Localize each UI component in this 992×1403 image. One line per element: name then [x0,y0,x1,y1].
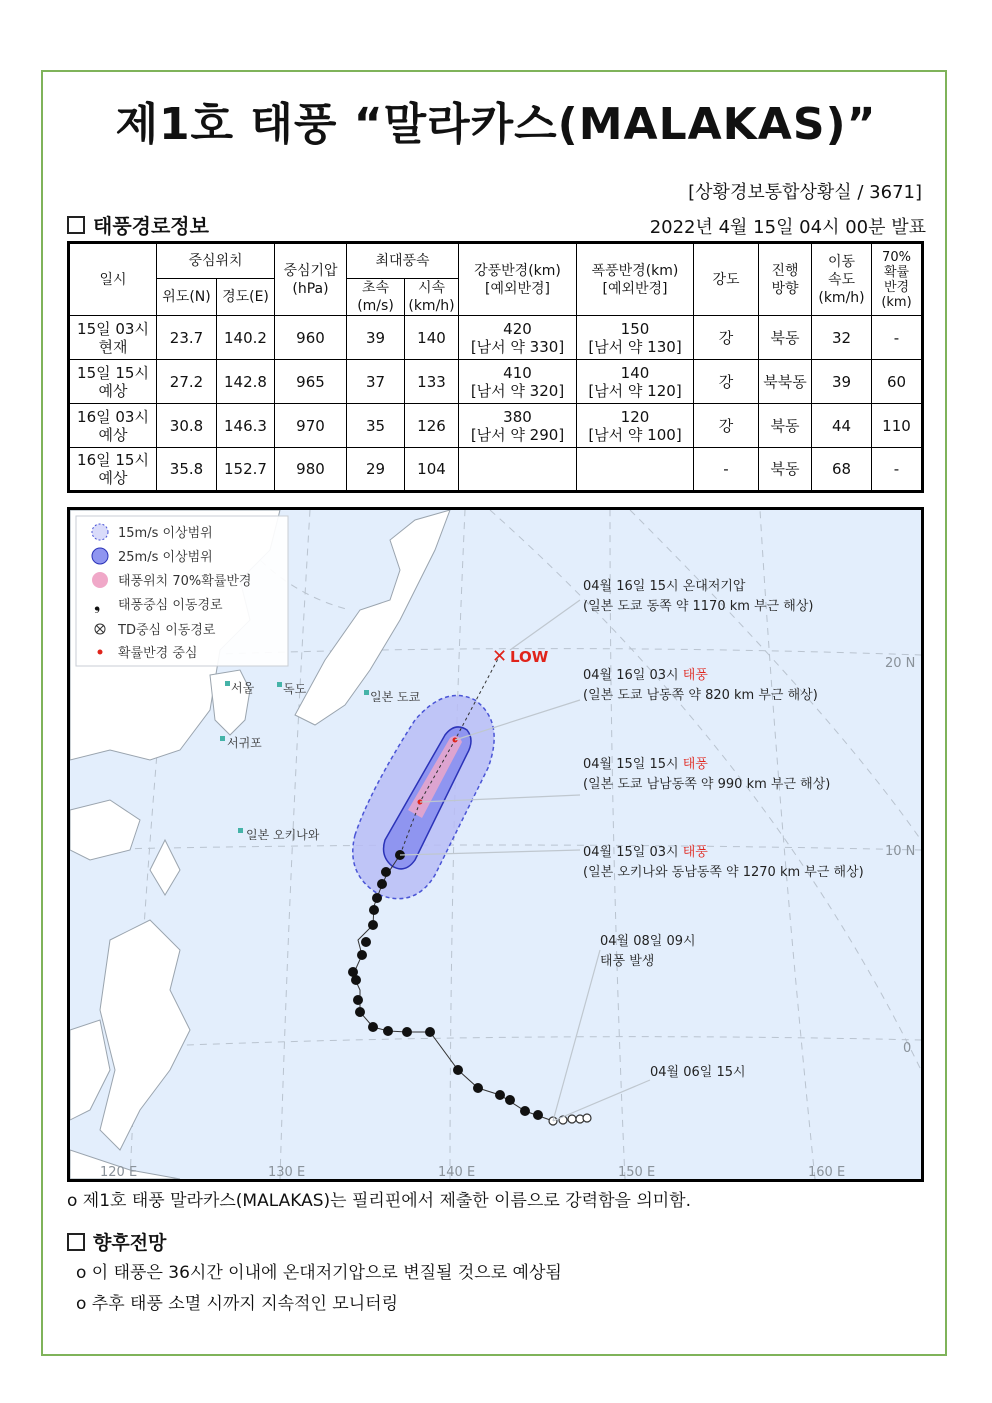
department-label: [상황경보통합상황실 / 3671] [688,182,922,203]
header-time: 일시 [69,243,157,316]
ann6-time: 04월 06일 15시 [650,1065,746,1080]
legend-item: 15m/s 이상범위 [118,526,213,541]
cell-ms: 29 [347,448,405,492]
ann5-time: 04월 08일 09시 [600,934,696,949]
table-row [69,316,923,360]
cell-speed: 39 [812,360,872,404]
cell-ms: 37 [347,360,405,404]
cell-prob: - [872,448,923,492]
typhoon-info-table [67,241,924,493]
legend-item: 태풍위치 70%확률반경 [118,574,252,589]
ann4-line: 04월 15일 03시 태풍 [583,845,708,860]
cell-prob: 110 [872,404,923,448]
cell-direction: 북북동 [759,360,812,404]
lon-label: 150 E [618,1165,656,1179]
table-row [69,360,923,404]
cell-direction: 북동 [759,448,812,492]
place-seoul: 서울 [231,681,255,695]
header-storm-radius: 폭풍반경(km) [예외반경] [577,243,694,316]
place-tokyo: 일본 도쿄 [370,690,421,704]
section-outlook [67,1228,166,1255]
cell-ms: 35 [347,404,405,448]
low-label: LOW [510,648,549,666]
cell-lat: 35.8 [157,448,217,492]
header-prob: 70% 확률 반경 (km) [872,243,923,316]
cell-kmh: 140 [405,316,459,360]
cell-intensity: 강 [694,404,759,448]
legend-item: TD중심 이동경로 [118,623,216,638]
cell-direction: 북동 [759,316,812,360]
header-wind: 최대풍속 [347,243,459,279]
ann1-title: 04월 16일 15시 온대저기압 [583,579,746,594]
cell-time: 15일 03시 현재 [69,316,157,360]
legend-prob-icon [92,572,108,588]
legend-typhoon-icon: ❟ [94,595,101,614]
cell-storm: 120 [남서 약 100] [577,404,694,448]
place-okinawa: 일본 오키나와 [246,828,320,842]
outlook-item: o 이 태풍은 36시간 이내에 온대저기압으로 변질될 것으로 예상됨 [76,1263,562,1283]
ann3-desc: (일본 도쿄 남남동쪽 약 990 km 부근 해상) [583,777,831,792]
cell-direction: 북동 [759,404,812,448]
map-svg [70,510,921,1179]
cell-kmh: 133 [405,360,459,404]
checkbox-icon [67,1233,85,1251]
cell-lon: 146.3 [217,404,275,448]
cell-storm [577,448,694,492]
cell-strong: 380 [남서 약 290] [459,404,577,448]
header-strong-radius: 강풍반경(km) [예외반경] [459,243,577,316]
legend-center-icon [98,650,103,655]
cell-intensity: 강 [694,316,759,360]
cell-strong: 420 [남서 약 330] [459,316,577,360]
header-lat: 위도(N) [157,279,217,316]
cell-lon: 142.8 [217,360,275,404]
cell-speed: 32 [812,316,872,360]
header-kmh: 시속 (km/h) [405,279,459,316]
cell-lat: 23.7 [157,316,217,360]
lat-label: 0 [903,1041,912,1056]
cell-prob: 60 [872,360,923,404]
cell-kmh: 126 [405,404,459,448]
legend-r15-icon [92,524,108,540]
ann5-desc: 태풍 발생 [600,954,655,969]
table-row [69,448,923,492]
lon-label: 120 E [100,1165,138,1179]
ann1-desc: (일본 도쿄 동쪽 약 1170 km 부근 해상) [583,599,814,614]
page-title: 제1호 태풍 “말라카스(MALAKAS)” [115,99,877,150]
section-track-info [67,210,209,239]
cell-time: 16일 15시 예상 [69,448,157,492]
cell-kmh: 104 [405,448,459,492]
outlook-item: o 추후 태풍 소멸 시까지 지속적인 모니터링 [76,1294,398,1314]
legend-r25-icon [92,548,108,564]
section-title: 태풍경로정보 [93,214,209,238]
checkbox-icon [67,216,85,234]
ann2-desc: (일본 도쿄 남동쪽 약 820 km 부근 해상) [583,688,818,703]
header-speed: 이동 속도 (km/h) [812,243,872,316]
header-intensity: 강도 [694,243,759,316]
name-note: o 제1호 태풍 말라카스(MALAKAS)는 필리핀에서 제출한 이름으로 강력함을 의미함. [67,1191,691,1211]
section-title: 향후전망 [93,1232,167,1254]
place-seogwipo: 서귀포 [227,736,262,750]
cell-ms: 39 [347,316,405,360]
header-pressure: 중심기압 (hPa) [275,243,347,316]
place-dokdo: 독도 [283,682,307,696]
low-marker-icon: ✕ [492,646,508,667]
issued-date: 2022년 4월 15일 04시 00분 발표 [649,217,926,238]
cell-lon: 140.2 [217,316,275,360]
legend-item: 확률반경 중심 [118,646,198,661]
cell-lat: 27.2 [157,360,217,404]
header-direction: 진행 방향 [759,243,812,316]
header-ms: 초속 (m/s) [347,279,405,316]
table-row [69,404,923,448]
cell-strong: 410 [남서 약 320] [459,360,577,404]
map-legend [76,516,288,666]
cell-strong [459,448,577,492]
lon-label: 160 E [808,1165,846,1179]
cell-storm: 150 [남서 약 130] [577,316,694,360]
lat-label: 20 N [885,656,916,671]
cell-storm: 140 [남서 약 120] [577,360,694,404]
lon-label: 130 E [268,1165,306,1179]
cell-intensity: 강 [694,360,759,404]
cell-time: 15일 15시 예상 [69,360,157,404]
cell-pressure: 965 [275,360,347,404]
header-lon: 경도(E) [217,279,275,316]
cell-pressure: 960 [275,316,347,360]
typhoon-track-map [67,507,924,1182]
ann2-line: 04월 16일 03시 태풍 [583,668,708,683]
cell-speed: 68 [812,448,872,492]
cell-speed: 44 [812,404,872,448]
header-center: 중심위치 [157,243,275,279]
lon-label: 140 E [438,1165,476,1179]
cell-pressure: 980 [275,448,347,492]
cell-lat: 30.8 [157,404,217,448]
legend-item: 태풍중심 이동경로 [118,598,223,613]
cell-intensity: - [694,448,759,492]
cell-pressure: 970 [275,404,347,448]
legend-item: 25m/s 이상범위 [118,550,213,565]
cell-prob: - [872,316,923,360]
ann4-desc: (일본 오키나와 동남동쪽 약 1270 km 부근 해상) [583,865,864,880]
cell-time: 16일 03시 예상 [69,404,157,448]
lat-label: 10 N [885,844,916,859]
ann3-line: 04월 15일 15시 태풍 [583,757,708,772]
annotations [583,578,864,1080]
cell-lon: 152.7 [217,448,275,492]
